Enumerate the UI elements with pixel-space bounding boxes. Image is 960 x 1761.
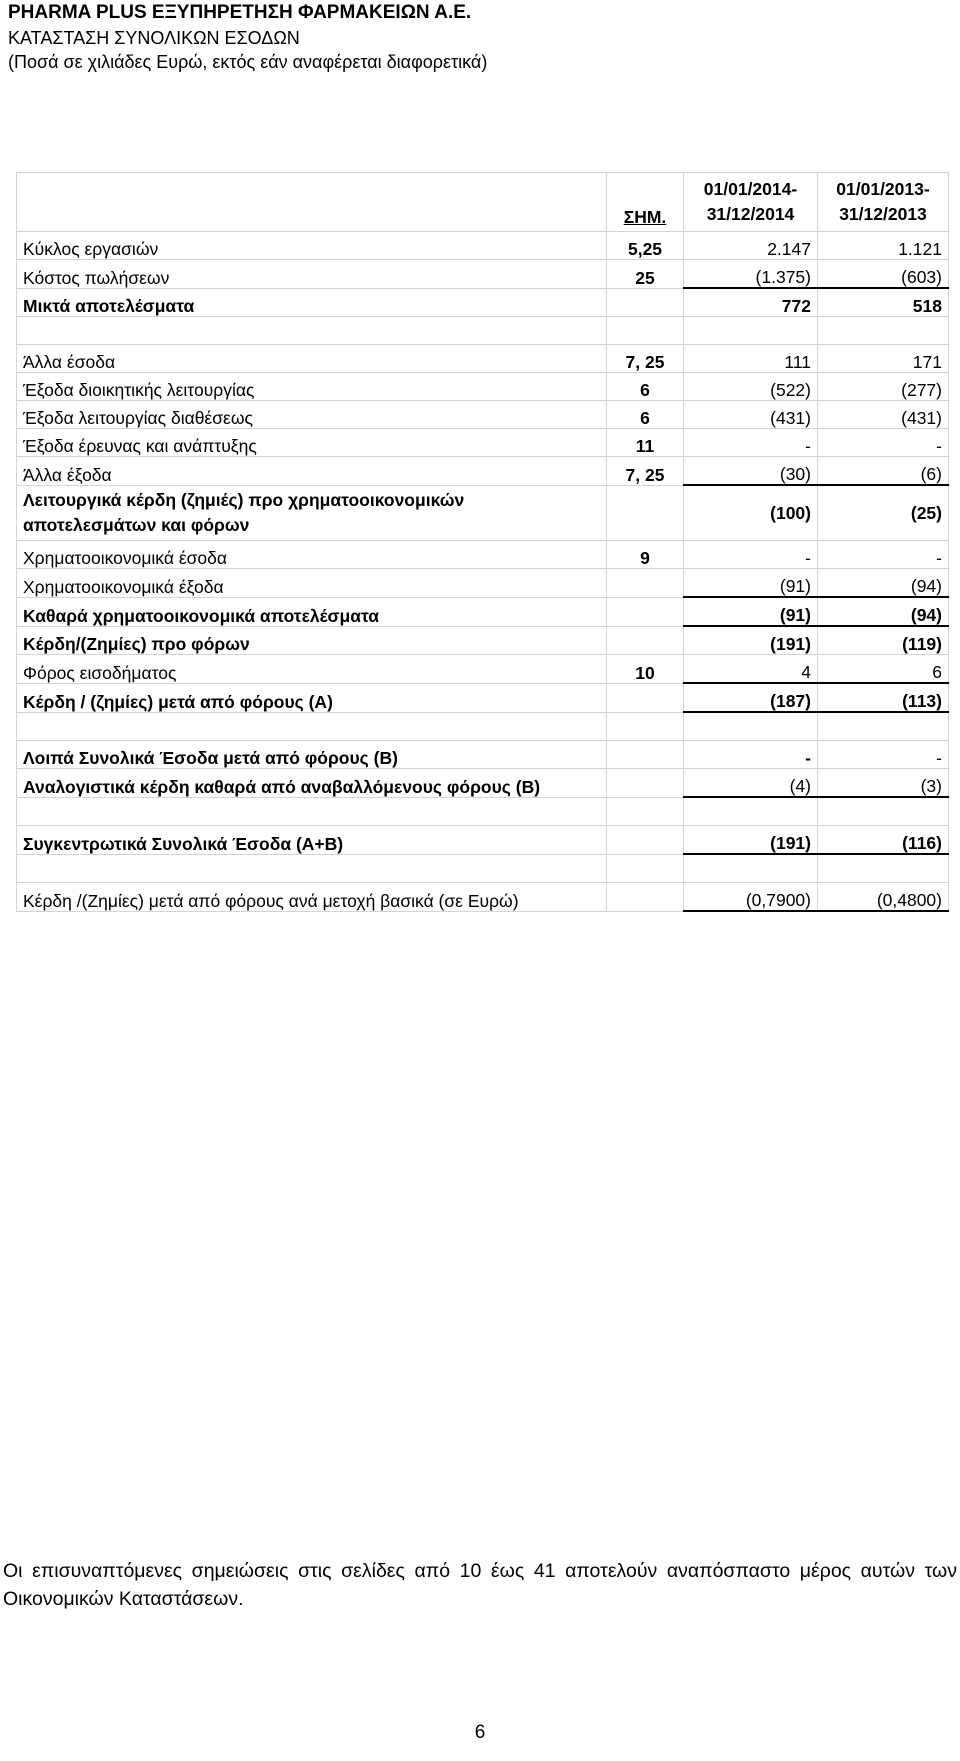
row-value-2014: 772: [684, 288, 818, 317]
row-value-2013: 518: [818, 288, 949, 317]
row-label: Χρηματοοικονομικά έξοδα: [17, 569, 607, 598]
row-value-2013: (25): [818, 485, 949, 541]
row-value-2014: (187): [684, 683, 818, 712]
row-note: 6: [607, 401, 684, 429]
row-value-2014: -: [684, 741, 818, 769]
table-row: [17, 626, 949, 655]
row-value-2014: (30): [684, 457, 818, 486]
header-2014-start: 01/01/2014-: [703, 179, 798, 199]
table-row: [17, 655, 949, 684]
row-label: Καθαρά χρηματοοικονομικά αποτελέσματα: [17, 597, 607, 626]
table-row: [17, 232, 949, 260]
row-value-2013: (6): [818, 457, 949, 486]
row-value-2014: (4): [684, 769, 818, 798]
row-value-2013: -: [818, 741, 949, 769]
row-note: [607, 769, 684, 798]
row-note: [607, 288, 684, 317]
row-note: [607, 626, 684, 655]
row-label: Λοιπά Συνολικά Έσοδα μετά από φόρους (Β): [17, 741, 607, 769]
row-note: [607, 826, 684, 855]
table-row: [17, 741, 949, 769]
spacer-row: [17, 854, 949, 883]
row-value-2013: 1.121: [818, 232, 949, 260]
row-note: 7, 25: [607, 457, 684, 486]
row-note: [607, 883, 684, 912]
row-value-2013: 171: [818, 345, 949, 373]
spacer-row: [17, 797, 949, 826]
table-row: [17, 429, 949, 457]
row-note: 6: [607, 373, 684, 401]
row-value-2013: (0,4800): [818, 883, 949, 912]
row-label: Κέρδη / (ζημίες) μετά από φόρους (Α): [17, 683, 607, 712]
row-label: Κύκλος εργασιών: [17, 232, 607, 260]
row-note: [607, 597, 684, 626]
row-label: Έξοδα έρευνας και ανάπτυξης: [17, 429, 607, 457]
table-row: [17, 541, 949, 569]
row-note: [607, 683, 684, 712]
row-value-2014: (191): [684, 826, 818, 855]
row-note: 11: [607, 429, 684, 457]
row-value-2014: -: [684, 429, 818, 457]
row-value-2013: -: [818, 541, 949, 569]
header-2014-end: 31/12/2014: [706, 204, 795, 224]
spacer-row: [17, 712, 949, 741]
header-label-cell: [17, 173, 607, 232]
page-number: 6: [474, 1722, 486, 1743]
row-value-2014: -: [684, 541, 818, 569]
row-value-2014: (91): [684, 597, 818, 626]
table-row: [17, 373, 949, 401]
row-value-2013: (603): [818, 260, 949, 289]
table-row: [17, 260, 949, 289]
income-statement-table: [16, 172, 949, 912]
table-header-row: [17, 173, 949, 232]
header-2013-end: 31/12/2013: [839, 204, 927, 224]
row-note: [607, 569, 684, 598]
row-value-2014: 2.147: [684, 232, 818, 260]
row-value-2014: (191): [684, 626, 818, 655]
row-label: Έξοδα λειτουργίας διαθέσεως: [17, 401, 607, 429]
company-name: PHARMA PLUS ΕΞΥΠΗΡΕΤΗΣΗ ΦΑΡΜΑΚΕΙΩΝ Α.Ε.: [8, 2, 472, 23]
table-row: [17, 569, 949, 598]
footnote: Οι επισυναπτόμενες σημειώσεις στις σελίδες από 10 έως 41 αποτελούν αναπόσπαστο μέρος αυτών των Οικονομικών Καταστάσεων.: [3, 1560, 957, 1610]
table-row: [17, 457, 949, 486]
row-value-2014: (431): [684, 401, 818, 429]
spacer-row: [17, 317, 949, 345]
row-value-2013: (116): [818, 826, 949, 855]
row-value-2014: 4: [684, 655, 818, 684]
row-note: 5,25: [607, 232, 684, 260]
row-label: Κόστος πωλήσεων: [17, 260, 607, 289]
table-row: [17, 485, 949, 541]
row-value-2013: (431): [818, 401, 949, 429]
row-label: Λειτουργικά κέρδη (ζημιές) προ χρηματοοικονομικών αποτελεσμάτων και φόρων: [17, 485, 607, 541]
row-value-2014: (91): [684, 569, 818, 598]
table-row: [17, 769, 949, 798]
row-value-2013: (94): [818, 569, 949, 598]
table-row: [17, 683, 949, 712]
row-label: Αναλογιστικά κέρδη καθαρά από αναβαλλόμενους φόρους (Β): [17, 769, 607, 798]
table-row: [17, 401, 949, 429]
row-value-2013: (94): [818, 597, 949, 626]
row-value-2014: (522): [684, 373, 818, 401]
row-value-2013: (277): [818, 373, 949, 401]
row-value-2014: (0,7900): [684, 883, 818, 912]
statement-title: ΚΑΤΑΣΤΑΣΗ ΣΥΝΟΛΙΚΩΝ ΕΣΟΔΩΝ: [8, 28, 300, 48]
row-value-2013: (3): [818, 769, 949, 798]
header-period-2013: [818, 173, 949, 232]
row-label: Κέρδη/(Ζημίες) προ φόρων: [17, 626, 607, 655]
row-value-2013: 6: [818, 655, 949, 684]
row-value-2013: (113): [818, 683, 949, 712]
header-note: ΣΗΜ.: [607, 173, 684, 232]
row-value-2014: 111: [684, 345, 818, 373]
row-note: 10: [607, 655, 684, 684]
units-note: (Ποσά σε χιλιάδες Ευρώ, εκτός εάν αναφέρεται διαφορετικά): [8, 52, 488, 72]
row-note: [607, 741, 684, 769]
row-label: Κέρδη /(Ζημίες) μετά από φόρους ανά μετοχή βασικά (σε Ευρώ): [17, 883, 607, 912]
table-row: [17, 883, 949, 912]
row-note: [607, 485, 684, 541]
table-row: [17, 826, 949, 855]
row-label: Συγκεντρωτικά Συνολικά Έσοδα (Α+Β): [17, 826, 607, 855]
table-row: [17, 288, 949, 317]
header-2013-start: 01/01/2013-: [836, 179, 930, 199]
row-note: 25: [607, 260, 684, 289]
row-label: Χρηματοοικονομικά έσοδα: [17, 541, 607, 569]
row-note: 7, 25: [607, 345, 684, 373]
row-note: 9: [607, 541, 684, 569]
row-value-2014: (100): [684, 485, 818, 541]
row-value-2013: (119): [818, 626, 949, 655]
row-label: Μικτά αποτελέσματα: [17, 288, 607, 317]
row-label: Άλλα έσοδα: [17, 345, 607, 373]
header-period-2014: [684, 173, 818, 232]
row-label: Έξοδα διοικητικής λειτουργίας: [17, 373, 607, 401]
income-statement-table-wrapper: [16, 172, 948, 912]
row-label: Άλλα έξοδα: [17, 457, 607, 486]
row-value-2014: (1.375): [684, 260, 818, 289]
table-row: [17, 345, 949, 373]
table-row: [17, 597, 949, 626]
row-value-2013: -: [818, 429, 949, 457]
row-label: Φόρος εισοδήματος: [17, 655, 607, 684]
